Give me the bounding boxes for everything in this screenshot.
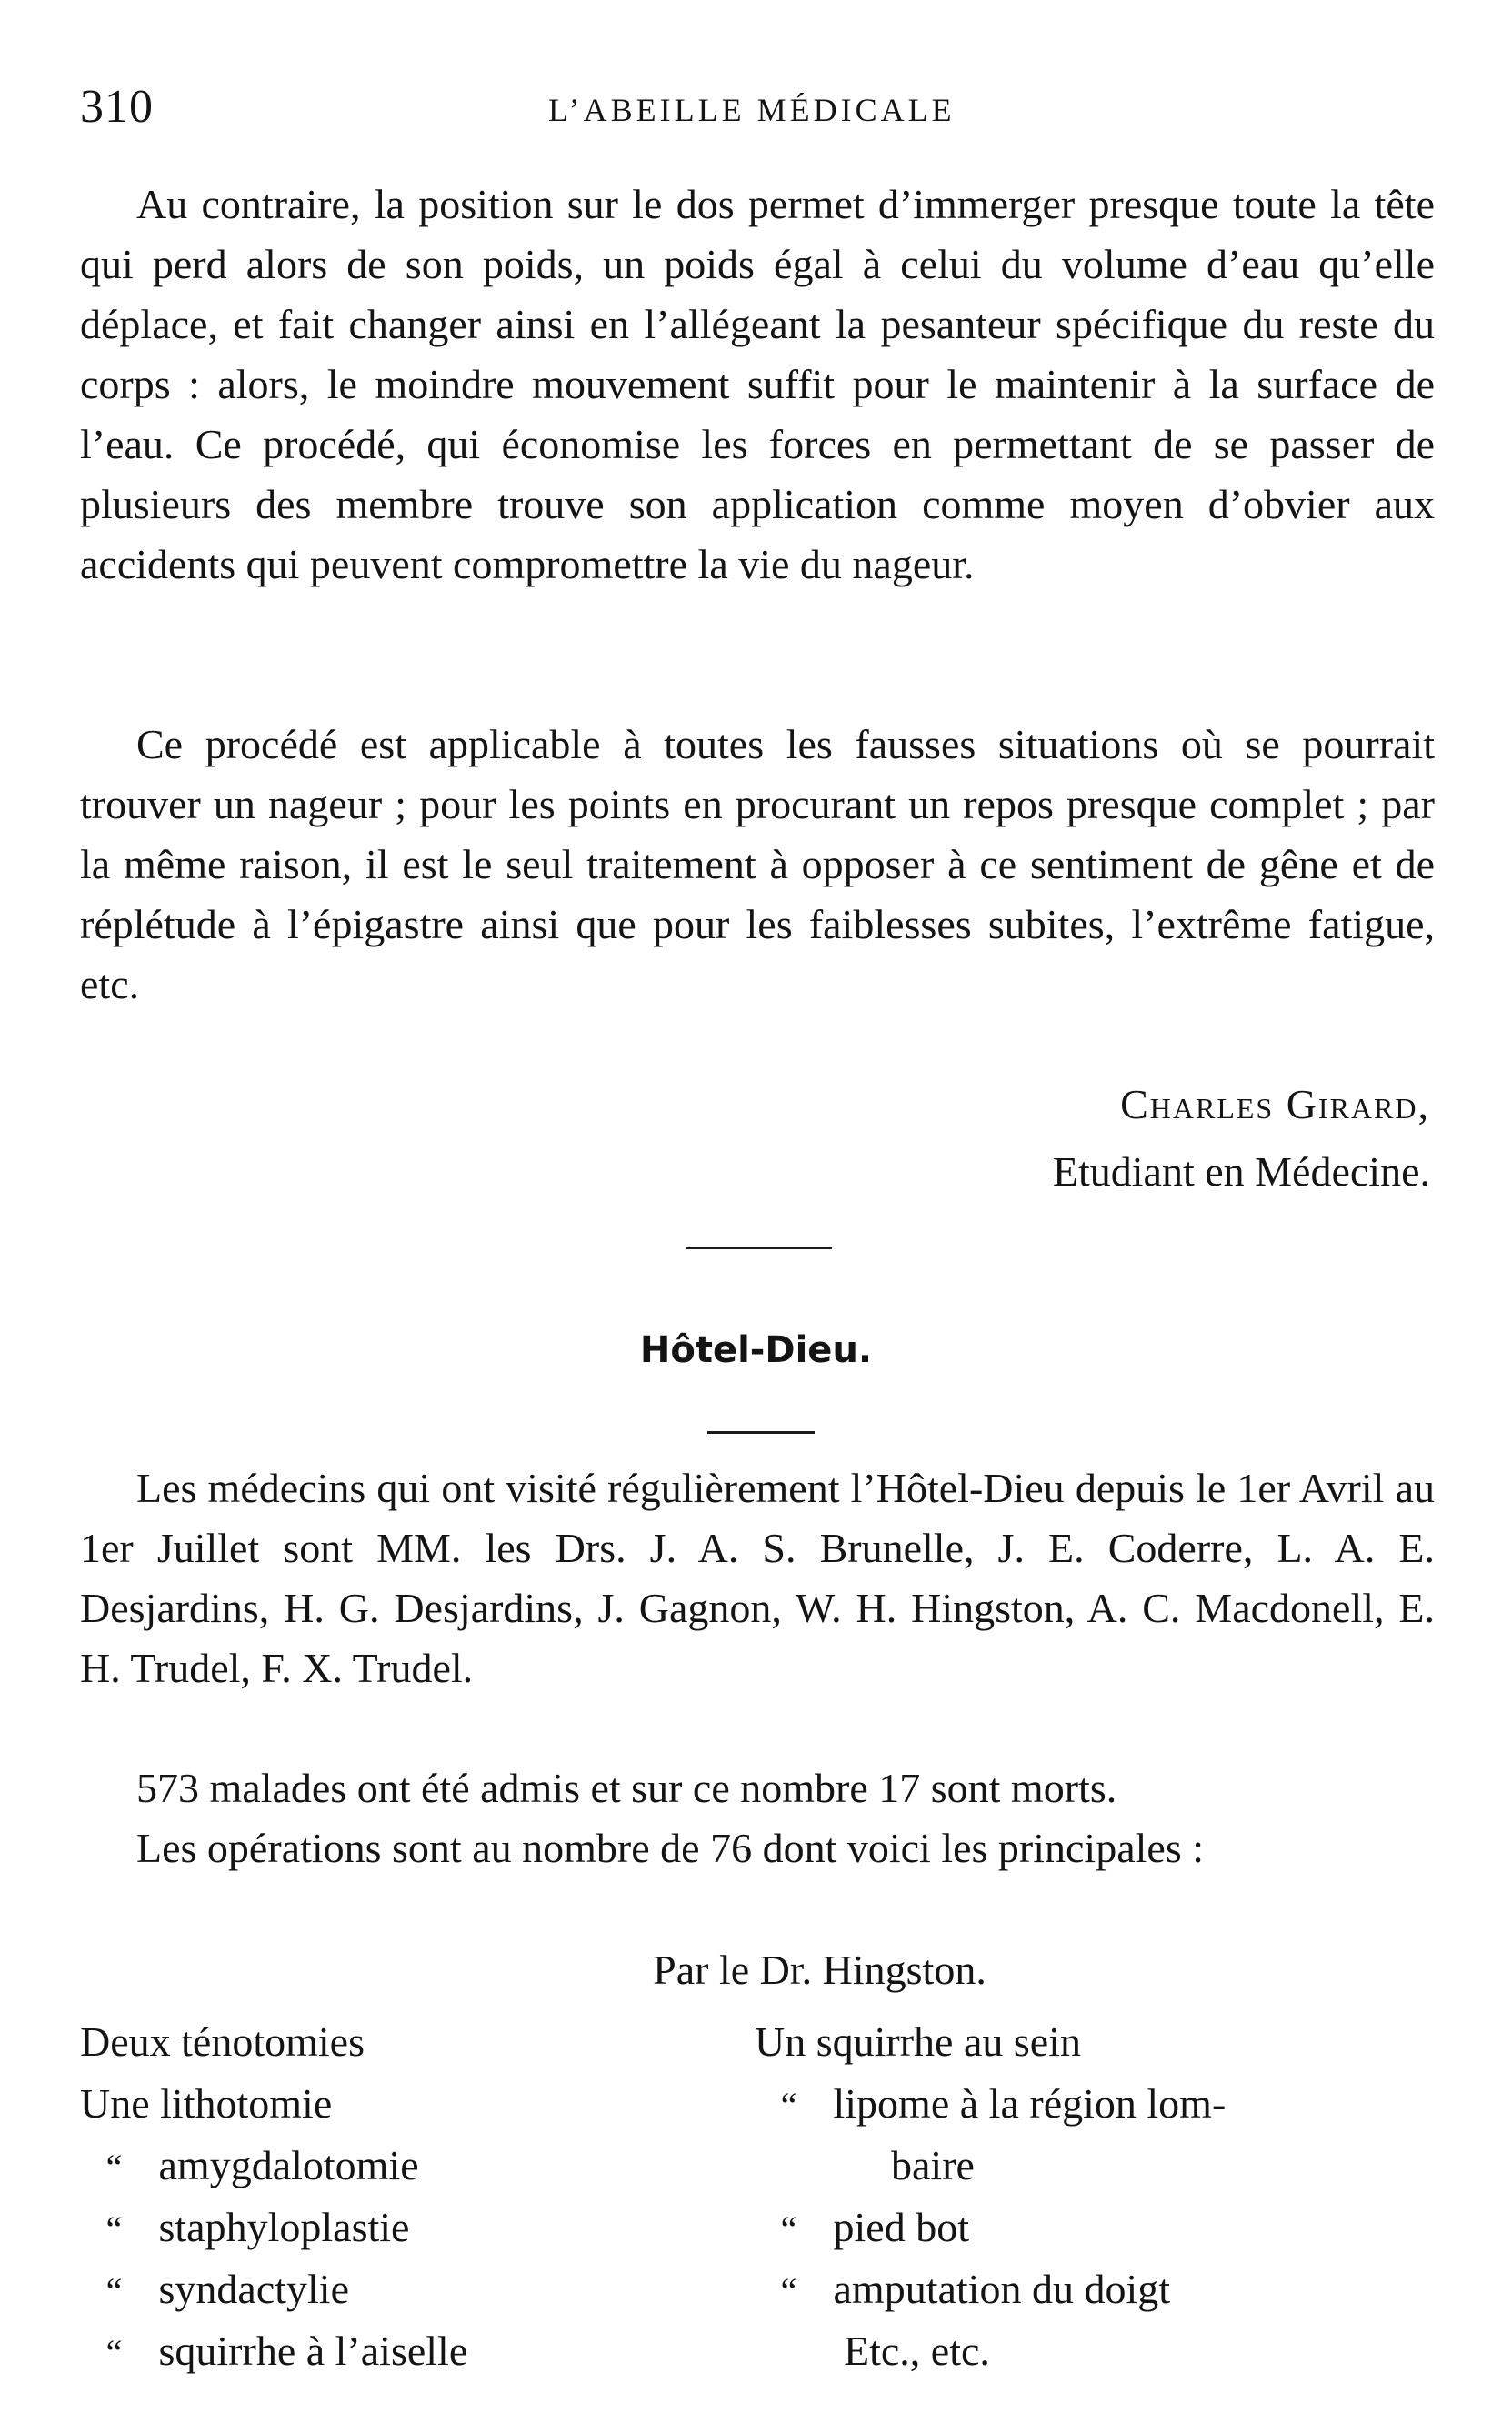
ditto-mark: “ [105,2270,123,2311]
list-item [755,2197,1437,2258]
paragraph-text: Ce procédé est applicable à toutes les fausses situations où se pourrait trouver un nageur ; pour les points en procurant un repos presque complet ; par la même raison, il est le seul traitement à opposer à ce sentiment de gêne et de réplétude à l’épigastre ainsi que pour les faiblesses subites, l’extrême fatigue, etc. [80,721,1435,1007]
list-item [80,2011,735,2073]
paragraph-text: Les opérations sont au nombre de 76 dont voici les principales : [136,1825,1205,1871]
ditto-mark: “ [780,2208,797,2249]
heading-underline [707,1431,815,1434]
operation-label: Etc., etc. [844,2328,990,2374]
signature-title: Etudiant en Médecine. [1052,1148,1430,1195]
section-divider [686,1247,832,1249]
section-heading: Hôtel-Dieu. [639,1329,873,1371]
ditto-mark: “ [780,2085,797,2126]
operation-label-continuation: baire [891,2142,975,2188]
paragraph-physicians [80,1458,1435,1698]
running-head [80,80,1435,135]
list-item [755,2011,1437,2073]
list-item [80,2258,735,2320]
paragraph-procedure-application [80,715,1435,1015]
journal-title: L’ABEILLE MÉDICALE [548,92,956,128]
operations-subheading: Par le Dr. Hingston. [653,1947,986,1993]
operation-label: pied bot [833,2204,969,2250]
list-item [80,2320,735,2382]
operation-label: Une lithotomie [80,2080,333,2127]
ditto-mark: “ [105,2332,123,2373]
operations-list-left [80,2011,735,2382]
operation-label: Un squirrhe au sein [755,2018,1081,2065]
paragraph-text: Les médecins qui ont visité régulièrement l’Hôtel-Dieu depuis le 1er Avril au 1er Juillet sont MM. les Drs. J. A. S. Brunelle, J. E. Coderre, L. A. E. Desjardins, H. G. Desjardins, J. Gagnon, W. H. Hingston, A. C. Macdonell, E. H. Trudel, F. X. Trudel. [80,1465,1435,1691]
ditto-mark: “ [780,2270,797,2311]
list-item [755,2135,1437,2197]
list-item [755,2258,1437,2320]
list-item [80,2197,735,2258]
operation-label: syndactylie [158,2266,349,2312]
ditto-mark: “ [105,2208,123,2249]
operation-label: amygdalotomie [158,2142,419,2188]
operation-label: lipome à la région lom- [833,2080,1227,2127]
list-item [80,2073,735,2135]
ditto-mark: “ [105,2147,123,2188]
list-item [755,2320,1437,2382]
operation-label: amputation du doigt [833,2266,1171,2312]
list-item [80,2135,735,2197]
paragraph-operations-intro [80,1818,1435,1878]
page-number: 310 [80,81,154,133]
operation-label: squirrhe à l’aiselle [158,2328,468,2374]
paragraph-text: 573 malades ont été admis et sur ce nombre 17 sont morts. [136,1765,1117,1811]
operation-label: staphyloplastie [158,2204,410,2250]
operation-label: Deux ténotomies [80,2018,365,2065]
paragraph-text: Au contraire, la position sur le dos permet d’immerger presque toute la tête qui perd alors de son poids, un poids égal à celui du volume d’eau qu’elle déplace, et fait changer ainsi en l’allégeant la pesanteur spécifique du reste du corps : alors, le moindre mouvement suffit pour le maintenir à la surface de l’eau. Ce procédé, qui économise les forces en permettant de se passer de plusieurs des membre trouve son application comme moyen d’obvier aux accidents qui peuvent compromettre la vie du nageur. [80,181,1435,587]
signature-name: Charles Girard, [1120,1081,1430,1127]
list-item [755,2073,1437,2135]
paragraph-admissions [80,1758,1435,1818]
operations-list-right [755,2011,1437,2382]
paragraph-swimming-position [80,175,1435,595]
